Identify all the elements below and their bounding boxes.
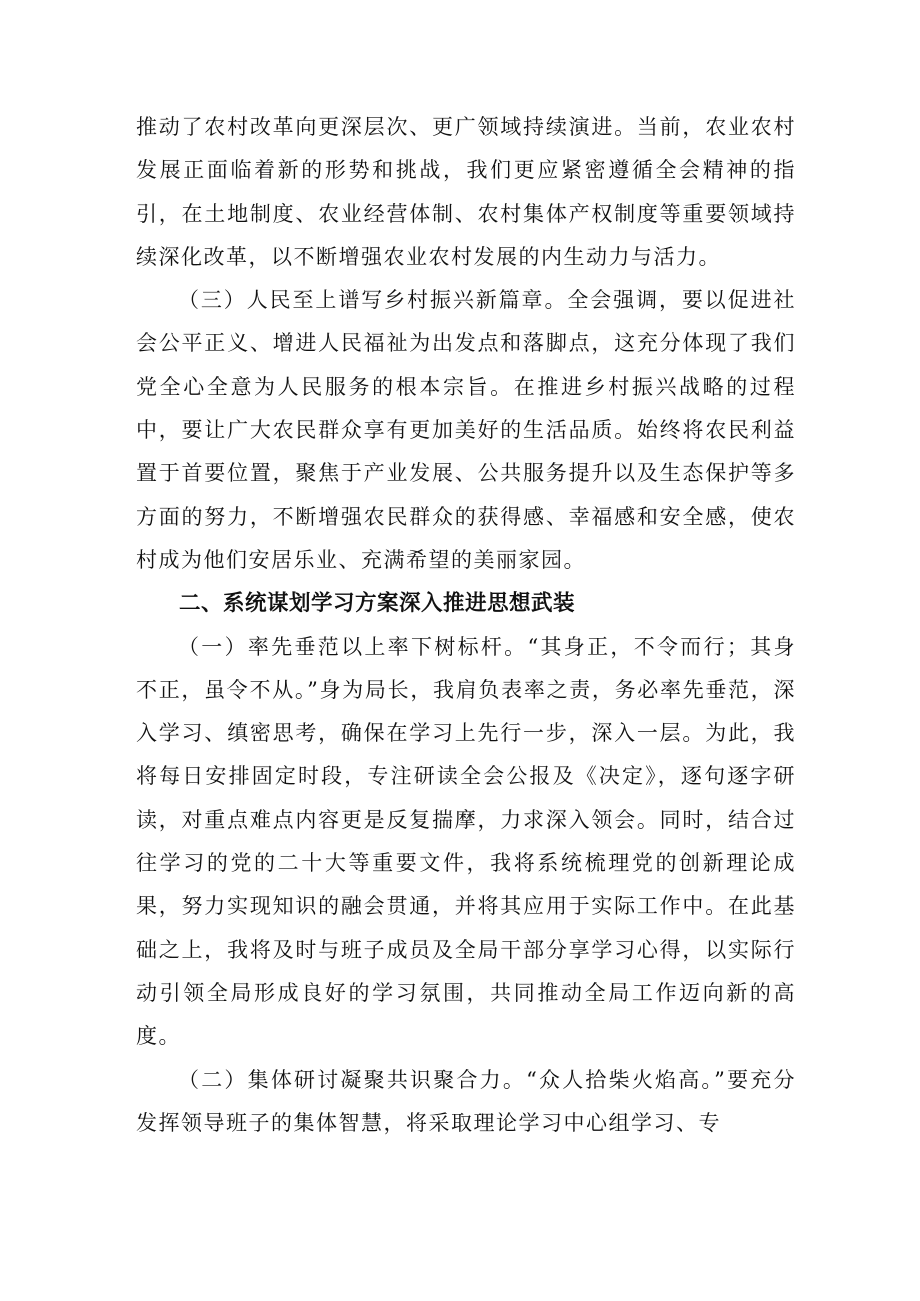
section-heading-two: 二、系统谋划学习方案深入推进思想武装: [179, 591, 576, 617]
document-body: [136, 106, 796, 1145]
paragraph-subsection-one: （一）率先垂范以上率下树标杆。“其身正，不令而行；其身不正，虽令不从。”身为局长，我肩负表率之责，务必率先垂范，深入学习、缜密思考，确保在学习上先行一步，深入一层。为此，我将每日安排固定时段，专注研读全会公报及《决定》，逐句逐字研读，对重点难点内容更是反复揣摩，力求深入领会。同时，结合过往学习的党的二十大等重要文件，我将系统梳理党的创新理论成果，努力实现知识的融会贯通，并将其应用于实际工作中。在此基础之上，我将及时与班子成员及全局干部分享学习心得，以实际行动引领全局形成良好的学习氛围，共同推动全局工作迈向新的高度。: [136, 634, 796, 1049]
paragraph-subsection-two: （二）集体研讨凝聚共识聚合力。“众人拾柴火焰高。”要充分发挥领导班子的集体智慧，将采取理论学习中心组学习、专: [136, 1067, 796, 1135]
paragraph-continuation: 推动了农村改革向更深层次、更广领域持续演进。当前，农业农村发展正面临着新的形势和挑战，我们更应紧密遵循全会精神的指引，在土地制度、农业经营体制、农村集体产权制度等重要领域持续深化改革，以不断增强农业农村发展的内生动力与活力。: [136, 115, 796, 269]
paragraph-section-three: （三）人民至上谱写乡村振兴新篇章。全会强调，要以促进社会公平正义、增进人民福祉为出发点和落脚点，这充分体现了我们党全心全意为人民服务的根本宗旨。在推进乡村振兴战略的过程中，要让广大农民群众享有更加美好的生活品质。始终将农民利益置于首要位置，聚焦于产业发展、公共服务提升以及生态保护等多方面的努力，不断增强农民群众的获得感、幸福感和安全感，使农村成为他们安居乐业、充满希望的美丽家园。: [136, 288, 796, 572]
